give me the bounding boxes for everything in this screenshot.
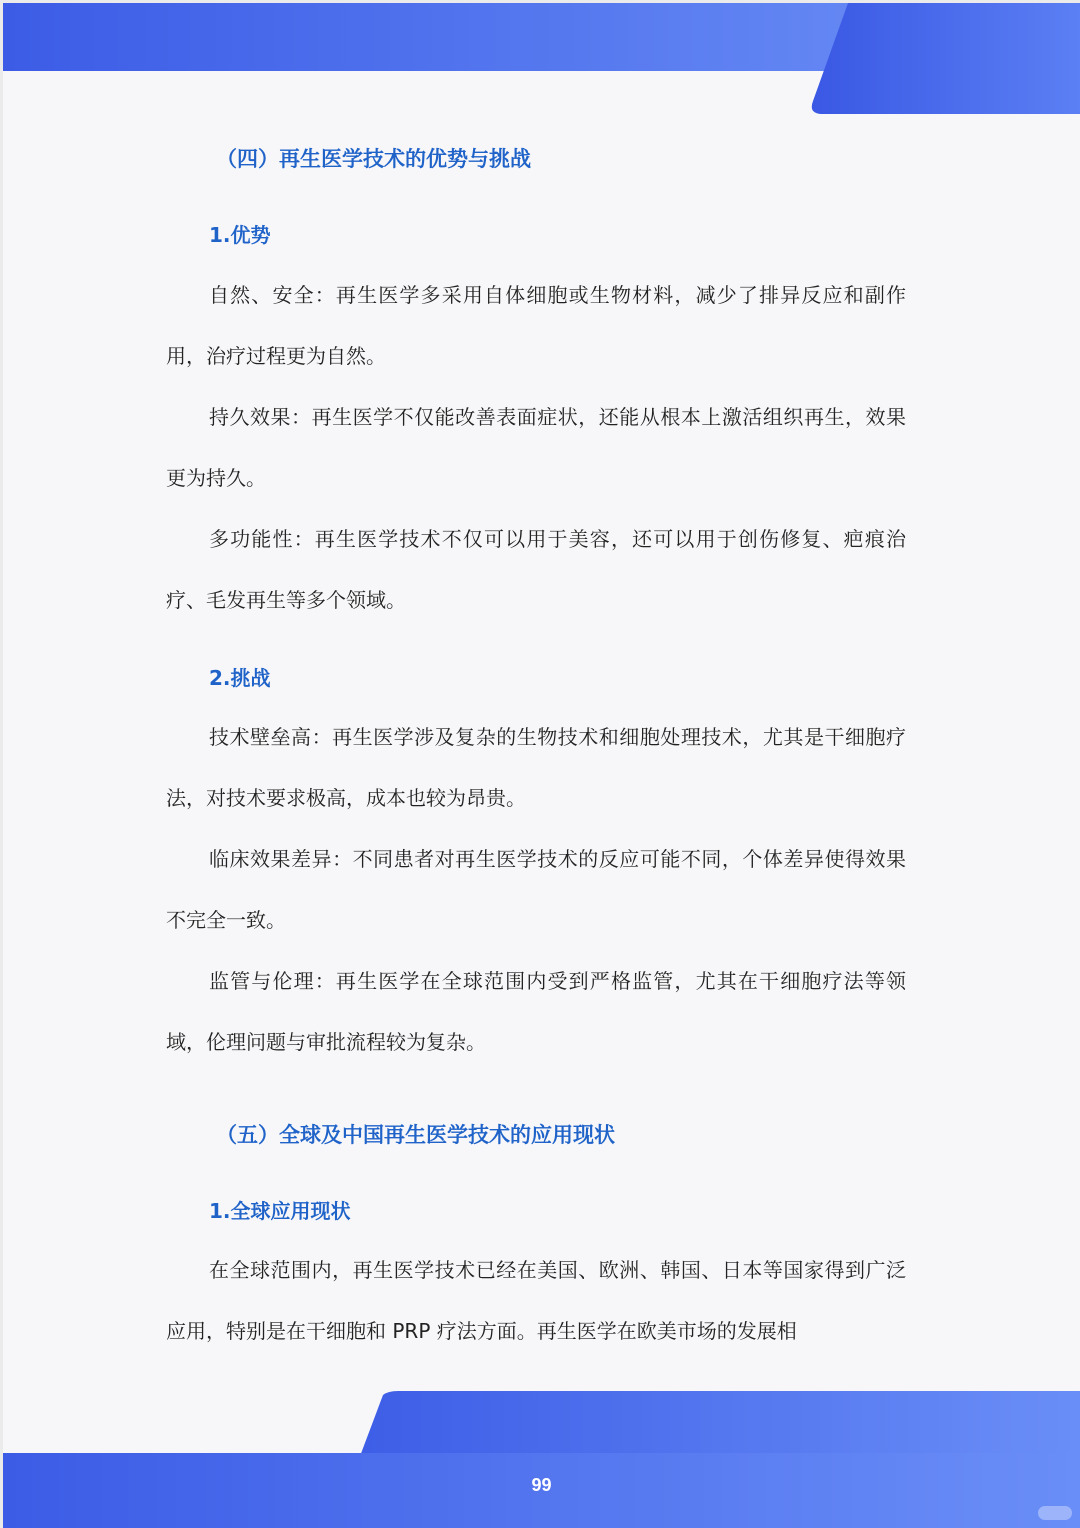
paragraph-tech-barrier: 技术壁垒高：再生医学涉及复杂的生物技术和细胞处理技术，尤其是干细胞疗法，对技术要求极高，成本也较为昂贵。	[166, 725, 906, 810]
subheading-advantages: 1.优势	[209, 223, 271, 247]
paragraph-global-application: 在全球范围内，再生医学技术已经在美国、欧洲、韩国、日本等国家得到广泛应用，特别是在干细胞和 PRP 疗法方面。再生医学在欧美市场的发展相	[166, 1258, 906, 1343]
section-4-title: （四）再生医学技术的优势与挑战	[216, 147, 531, 171]
paragraph-clinical-variance: 临床效果差异：不同患者对再生医学技术的反应可能不同，个体差异使得效果不完全一致。	[166, 847, 906, 932]
paragraph-lasting-effect: 持久效果：再生医学不仅能改善表面症状，还能从根本上激活组织再生，效果更为持久。	[166, 405, 906, 490]
subheading-global-status: 1.全球应用现状	[209, 1199, 351, 1223]
page-number: 99	[531, 1475, 552, 1495]
header-tab	[812, 3, 1080, 114]
subheading-challenges: 2.挑战	[209, 666, 271, 690]
section-5-title: （五）全球及中国再生医学技术的应用现状	[216, 1123, 615, 1147]
paragraph-regulation-ethics: 监管与伦理：再生医学在全球范围内受到严格监管，尤其在干细胞疗法等领域，伦理问题与审批流程较为复杂。	[166, 969, 906, 1054]
paragraph-multifunction: 多功能性：再生医学技术不仅可以用于美容，还可以用于创伤修复、疤痕治疗、毛发再生等多个领域。	[166, 527, 906, 612]
footer-decoration	[3, 1391, 1080, 1528]
header-decoration	[3, 3, 1080, 118]
paragraph-natural-safe: 自然、安全：再生医学多采用自体细胞或生物材料，减少了排异反应和副作用，治疗过程更为自然。	[166, 283, 906, 368]
watermark-badge	[1038, 1506, 1072, 1520]
document-page	[3, 3, 1080, 1528]
